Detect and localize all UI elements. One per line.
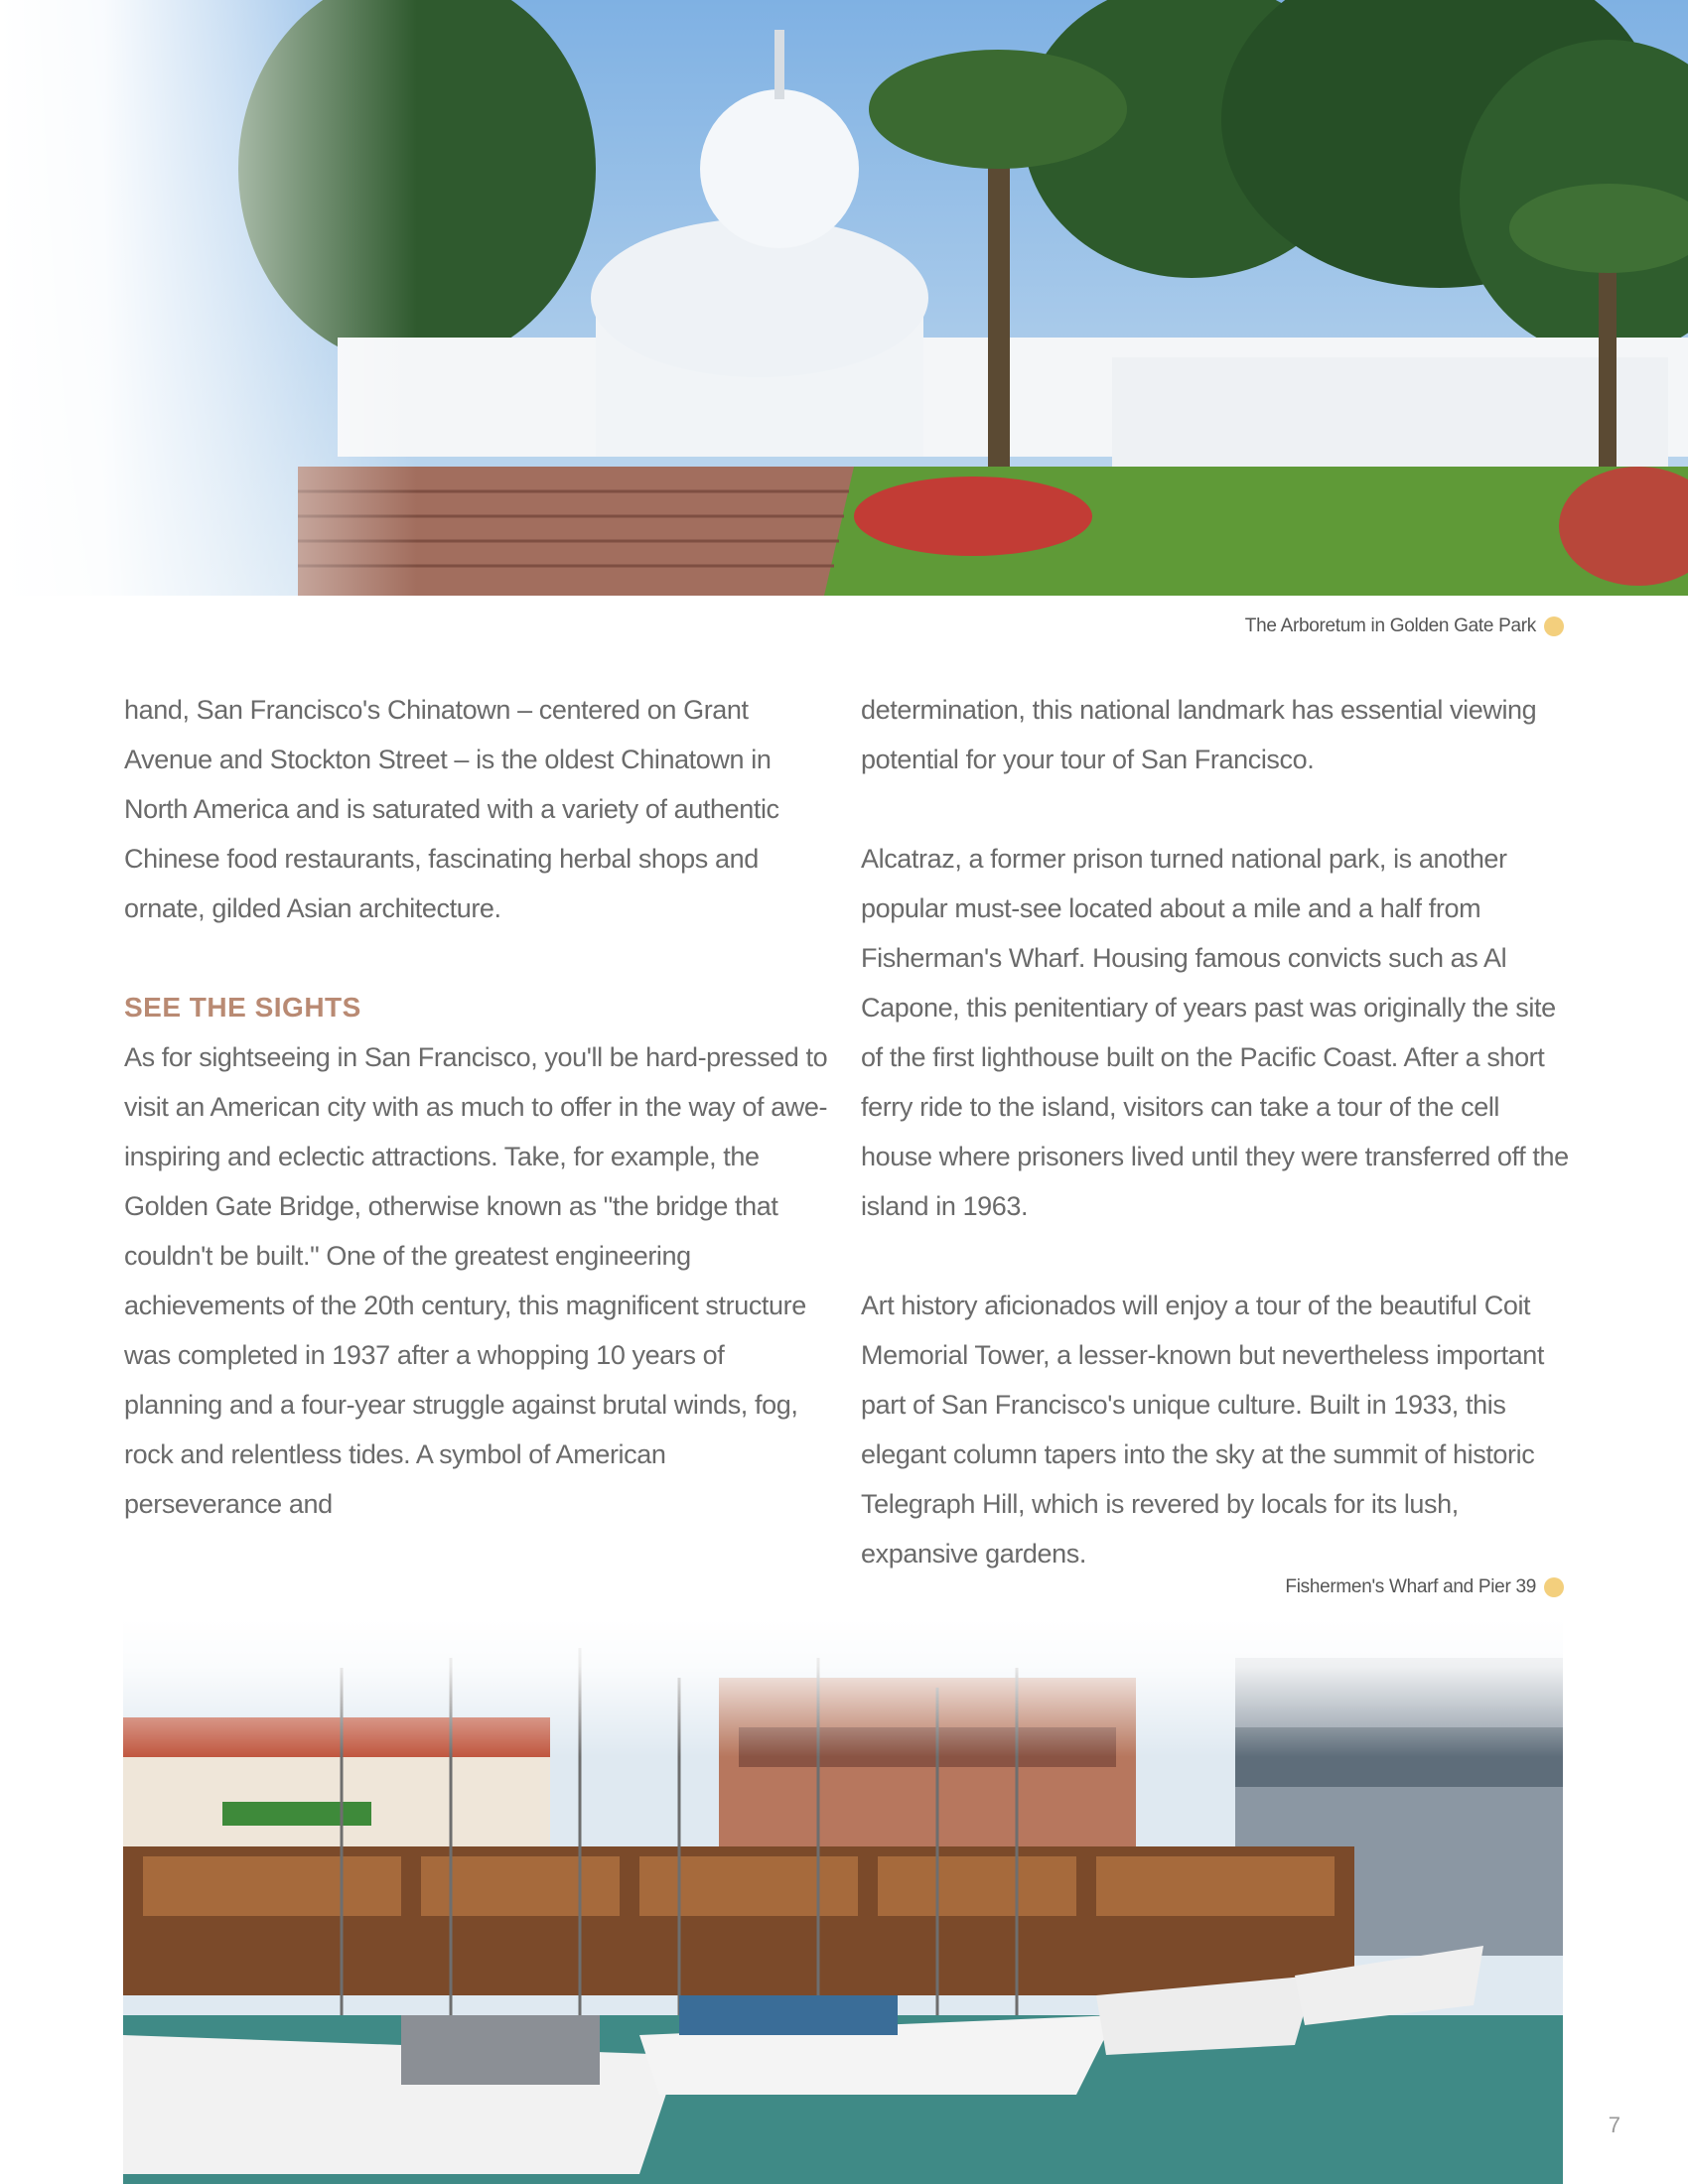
page-number: 7 xyxy=(1608,2113,1620,2137)
caption-dot-icon xyxy=(1544,1577,1564,1597)
photo-arboretum xyxy=(0,0,1688,596)
photo-fade-overlay xyxy=(123,1618,1563,1757)
section-heading: SEE THE SIGHTS xyxy=(124,992,361,1023)
golden-gate-conclusion-paragraph: determination, this national landmark has essential viewing potential for your tour of San Francisco. xyxy=(861,695,1537,774)
intro-paragraph: hand, San Francisco's Chinatown – centered on Grant Avenue and Stockton Street – is the oldest Chinatown in North America and is saturated with a variety of authentic Chinese food restaurants, fascinating herbal shops and ornate, gilded Asian architecture. xyxy=(124,695,779,923)
coit-tower-paragraph: Art history aficionados will enjoy a tour of the beautiful Coit Memorial Tower, a lesser-known but nevertheless important part of San Francisco's unique culture. Built in 1933, this elegant column tapers into the sky at the summit of historic Telegraph Hill, which is revered by locals for its lush, expansive gardens. xyxy=(861,1291,1545,1569)
caption-bottom-photo xyxy=(1285,1576,1564,1598)
caption-top-photo xyxy=(1245,615,1564,637)
left-column xyxy=(124,685,829,1578)
right-column xyxy=(861,685,1576,1628)
sights-paragraph: As for sightseeing in San Francisco, you'll be hard-pressed to visit an American city with as much to offer in the way of awe-inspiring and eclectic attractions. Take, for example, the Golden Gate Bridge, otherwise known as "the bridge that couldn't be built." One of the greatest engineering achievements of the 20th century, this magnificent structure was completed in 1937 after a whopping 10 years of planning and a four-year struggle against brutal winds, fog, rock and relentless tides. A symbol of American perseverance and xyxy=(124,1042,828,1519)
caption-top-text: The Arboretum in Golden Gate Park xyxy=(1244,615,1536,636)
caption-dot-icon xyxy=(1544,616,1564,636)
caption-bottom-text: Fishermen's Wharf and Pier 39 xyxy=(1285,1576,1536,1597)
photo-fade-overlay xyxy=(0,0,417,596)
alcatraz-paragraph: Alcatraz, a former prison turned national park, is another popular must-see located about a mile and a half from Fisherman's Wharf. Housing famous convicts such as Al Capone, this penitentiary of years past was originally the site of the first lighthouse built on the Pacific Coast. After a short ferry ride to the island, visitors can take a tour of the cell house where prisoners lived until they were transferred off the island in 1963. xyxy=(861,844,1569,1221)
photo-fishermens-wharf xyxy=(123,1618,1563,2184)
